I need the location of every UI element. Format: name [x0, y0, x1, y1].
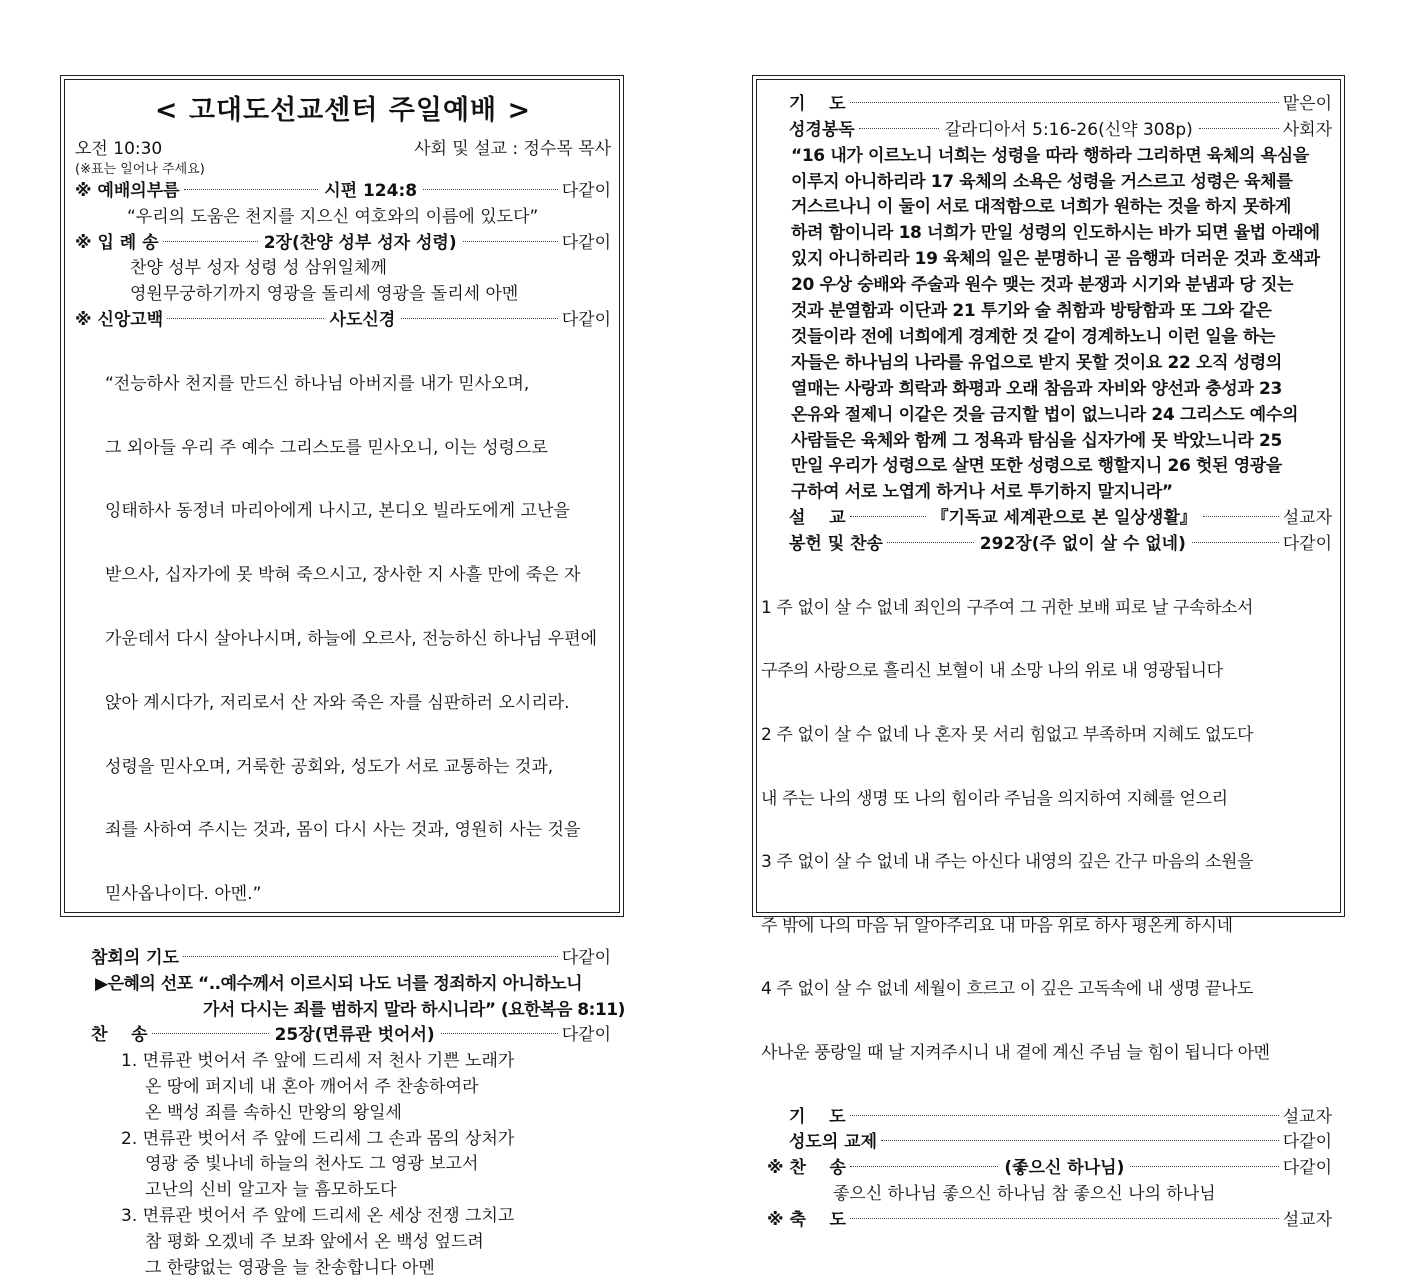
hymn-responder: 다같이: [561, 1025, 612, 1046]
creed-line: 가운데서 다시 살아나시며, 하늘에 오르사, 전능하신 하나님 우편에: [105, 628, 598, 649]
leader-dots: [152, 1033, 269, 1034]
leader-dots: [423, 189, 558, 190]
fellowship-responder: 다같이: [1282, 1132, 1332, 1153]
creed-line: “전능하사 천지를 만드신 하나님 아버지를 내가 믿사오며,: [105, 373, 530, 394]
scripture-line: 하려 함이니라 18 너희가 만일 성령의 인도하시는 바가 되면 율법 아래에: [791, 223, 1320, 244]
scripture-line: 자들은 하나님의 나라를 유업으로 받지 못할 것이요 22 오직 성령의: [791, 352, 1282, 373]
leader-dots: [167, 318, 323, 319]
closing-prayer-label: 기 도: [789, 1106, 846, 1127]
closing-hymn-row: [767, 1156, 1332, 1182]
creed-responder: 다같이: [561, 309, 611, 330]
reading-reference: 갈라디아서 5:16-26(신약 308p): [944, 119, 1193, 140]
lyric-line: 4 주 없이 살 수 없네 세월이 흐르고 이 깊은 고독속에 내 생명 끝나도: [761, 979, 1254, 1000]
entrance-lyrics: [75, 256, 611, 308]
leader-dots: [184, 189, 319, 190]
scripture-line: 이루지 아니하리라 17 육체의 소욕은 성령을 거스르고 성령은 육체를: [791, 171, 1293, 192]
verse-line: 온 백성 죄를 속하신 만왕의 왕일세: [145, 1102, 402, 1123]
scripture-line: “16 내가 이르노니 너희는 성령을 따라 행하라 그리하면 육체의 욕심을: [791, 145, 1309, 166]
verse-line: 영광 중 빛나네 하늘의 천사도 그 영광 보고서: [145, 1154, 479, 1175]
creed-text: [75, 334, 611, 946]
lyric-line: 주 밖에 나의 마음 뉘 알아주리요 내 마음 위로 하사 평온케 하시네: [761, 915, 1233, 936]
reading-label: 성경봉독: [789, 119, 855, 140]
leader-dots: [1203, 516, 1279, 517]
lyric-line: 내 주는 나의 생명 또 나의 힘이라 주님을 의지하여 지혜를 얻으리: [761, 788, 1228, 809]
scripture-line: 것과 분열함과 이단과 21 투기와 술 취함과 방탕함과 또 그와 같은: [791, 301, 1272, 322]
scripture-line: 열매는 사랑과 희락과 화평과 오래 참음과 자비와 양선과 충성과 23: [791, 378, 1282, 399]
scripture-line: 있지 아니하리라 19 육체의 일은 분명하니 곧 음행과 더러운 것과 호색과: [791, 249, 1320, 270]
call-verse: “우리의 도움은 천지를 지으신 여호와의 이름에 있도다”: [127, 206, 539, 227]
hymn-title: 25장(면류관 벗어서): [274, 1025, 435, 1046]
scripture-line: 온유와 절제니 이같은 것을 금지할 법이 없느니라 24 그리스도 예수의: [791, 404, 1299, 425]
prayer-responder: 맡은이: [1282, 94, 1332, 114]
closing-prayer-row: [767, 1105, 1332, 1131]
lyric-line: 사나운 풍랑일 때 날 지켜주시니 내 곁에 계신 주님 늘 힘이 됩니다 아멘: [761, 1043, 1270, 1064]
verse-line: 1. 면류관 벗어서 주 앞에 드리세 저 천사 기쁜 노래가: [121, 1051, 515, 1072]
verse-line: 3. 면류관 벗어서 주 앞에 드리세 온 세상 전쟁 그치고: [121, 1205, 515, 1226]
hymn-label: 찬 송: [91, 1025, 148, 1046]
left-panel-content: [75, 84, 625, 1281]
creed-line: 그 외아들 우리 주 예수 그리스도를 믿사오니, 이는 성령으로: [105, 437, 548, 458]
time-leader-row: [75, 137, 611, 161]
entrance-responder: 다같이: [561, 232, 612, 253]
creed-line: 성령을 믿사오며, 거룩한 공회와, 성도가 서로 교통하는 것과,: [105, 756, 554, 777]
closing-hymn-responder: 다같이: [1282, 1158, 1332, 1179]
call-reference: 시편 124:8: [324, 181, 418, 201]
scripture-line: 20 우상 숭배와 주술과 원수 맺는 것과 분쟁과 시기와 분냄과 당 짓는: [791, 275, 1294, 296]
repent-label: 참회의 기도: [91, 947, 180, 968]
closing-hymn-title: (좋으신 하나님): [1004, 1158, 1125, 1179]
benediction-responder: 설교자: [1282, 1209, 1332, 1230]
right-panel-content: [761, 92, 1333, 1234]
leader-dots: [401, 318, 557, 319]
fellowship-label: 성도의 교제: [789, 1132, 878, 1153]
sermon-row: [767, 506, 1332, 532]
entrance-label: ※ 입 례 송: [75, 232, 159, 253]
leader-dots: [887, 542, 974, 543]
reading-responder: 사회자: [1282, 119, 1333, 140]
offering-lyrics: [761, 558, 1332, 1105]
right-bulletin-panel: [752, 75, 1345, 1230]
leader-dots: [163, 241, 258, 242]
grace-declaration-cont: 가서 다시는 죄를 범하지 말라 하시니라” (요한복음 8:11): [203, 999, 625, 1020]
scripture-line: 사람들은 육체와 함께 그 정욕과 탐심을 십자가에 못 박았느니라 25: [791, 430, 1282, 451]
offering-row: [767, 532, 1332, 558]
closing-hymn-label: ※ 찬 송: [767, 1158, 846, 1179]
fellowship-row: [767, 1130, 1332, 1156]
creed-label: ※ 신앙고백: [75, 309, 164, 330]
standing-note: (※표는 일어나 주세요): [75, 162, 205, 177]
leader-dots: [850, 516, 926, 517]
verse-line: 고난의 신비 알고자 늘 흠모하도다: [145, 1180, 397, 1201]
benediction-row: [767, 1208, 1332, 1234]
sermon-title: 『기독교 세계관으로 본 일상생활』: [931, 508, 1197, 529]
leader-dots: [463, 241, 558, 242]
creed-line: 죄를 사하여 주시는 것과, 몸이 다시 사는 것과, 영원히 사는 것을: [105, 820, 581, 841]
hymn-row: [75, 1023, 611, 1049]
leader-dots: [859, 128, 939, 129]
lyric-line: 2 주 없이 살 수 없네 나 혼자 못 서리 힘없고 부족하며 지혜도 없도다: [761, 725, 1254, 746]
lyric-line: 찬양 성부 성자 성령 성 삼위일체께: [130, 258, 387, 279]
benediction-label: ※ 축 도: [767, 1209, 846, 1230]
verse-line: 2. 면류관 벗어서 주 앞에 드리세 그 손과 몸의 상처가: [121, 1128, 515, 1149]
creed-line: 믿사옵나이다. 아멘.”: [105, 884, 262, 905]
repent-responder: 다같이: [561, 947, 611, 968]
scripture-line: 구하여 서로 노엽게 하거나 서로 투기하지 말지니라”: [791, 482, 1173, 503]
worship-time: 오전 10:30: [75, 139, 163, 159]
repentance-prayer-row: [75, 946, 611, 972]
leader-dots: [850, 1218, 1279, 1219]
creed-line: 잉태하사 동정녀 마리아에게 나시고, 본디오 빌라도에게 고난을: [105, 501, 570, 522]
lyric-line: 구주의 사랑으로 흘리신 보혈이 내 소망 나의 위로 내 영광됩니다: [761, 661, 1223, 682]
offering-hymn-title: 292장(주 없이 살 수 없네): [979, 534, 1186, 555]
creed-title: 사도신경: [329, 309, 396, 330]
scripture-line: 만일 우리가 성령으로 살면 또한 성령으로 행할지니 26 헛된 영광을: [791, 456, 1282, 477]
closing-prayer-responder: 설교자: [1282, 1106, 1332, 1127]
leader-dots: [881, 1140, 1279, 1141]
leader-dots: [1130, 1166, 1278, 1167]
lyric-line: 3 주 없이 살 수 없네 내 주는 아신다 내영의 깊은 간구 마음의 소원을: [761, 852, 1254, 873]
left-bulletin-panel: [60, 75, 625, 1278]
verse-line: 참 평화 오겠네 주 보좌 앞에서 온 백성 엎드려: [145, 1231, 484, 1252]
leader-dots: [850, 1166, 998, 1167]
entrance-hymn-row: [75, 231, 611, 257]
worship-title: < 고대도선교센터 주일예배 >: [154, 95, 532, 126]
scripture-text: [767, 144, 1332, 507]
leader-dots: [441, 1033, 558, 1034]
entrance-hymn-title: 2장(찬양 성부 성자 성령): [263, 232, 457, 253]
lyric-line: 영원무궁하기까지 영광을 돌리세 영광을 돌리세 아멘: [130, 284, 519, 305]
offering-label: 봉헌 및 찬송: [789, 534, 883, 555]
closing-hymn-lyric: 좋으신 하나님 좋으신 하나님 참 좋으신 나의 하나님: [833, 1184, 1216, 1205]
leader-dots: [183, 956, 558, 957]
leader-dots: [1192, 542, 1279, 543]
leader-dots: [1199, 128, 1279, 129]
scripture-line: 거스르나니 이 둘이 서로 대적함으로 너희가 원하는 것을 하지 못하게: [791, 197, 1292, 218]
grace-declaration: ▶은혜의 선포 “..예수께서 이르시되 나도 너를 정죄하지 아니하노니: [95, 973, 583, 994]
leader-dots: [850, 1115, 1279, 1116]
prayer-label: 기 도: [789, 94, 846, 114]
creed-line: 받으사, 십자가에 못 박혀 죽으시고, 장사한 지 사흘 만에 죽은 자: [105, 565, 581, 586]
offering-responder: 다같이: [1282, 534, 1332, 555]
call-label: ※ 예배의부름: [75, 181, 180, 201]
call-responder: 다같이: [561, 181, 612, 201]
sermon-preacher: 설교자: [1282, 508, 1332, 529]
prayer-row: [767, 92, 1332, 118]
creed-row: [75, 308, 611, 334]
verse-line: 온 땅에 퍼지네 내 혼아 깨어서 주 찬송하여라: [145, 1076, 479, 1097]
scripture-line: 것들이라 전에 너희에게 경계한 것 같이 경계하노니 이런 일을 하는: [791, 326, 1276, 347]
creed-line: 앉아 계시다가, 저리로서 산 자와 죽은 자를 심판하러 오시리라.: [105, 692, 570, 713]
hymn-verses: [75, 1049, 611, 1281]
sermon-label: 설 교: [789, 508, 846, 529]
verse-line: 그 한량없는 영광을 늘 찬송합니다 아멘: [145, 1257, 435, 1278]
worship-leader: 사회 및 설교 : 정수목 목사: [414, 139, 611, 159]
call-to-worship-row: [75, 179, 611, 205]
lyric-line: 1 주 없이 살 수 없네 죄인의 구주여 그 귀한 보배 피로 날 구속하소서: [761, 597, 1254, 618]
leader-dots: [850, 102, 1279, 103]
reading-row: [767, 118, 1332, 144]
